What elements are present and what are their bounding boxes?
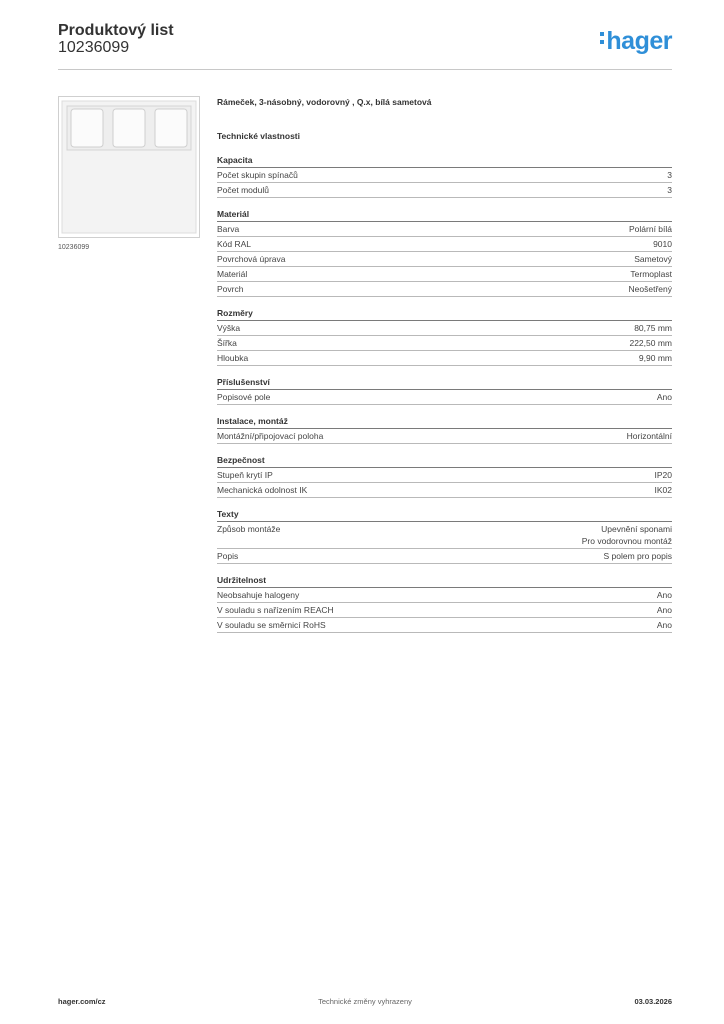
logo-colon-icon — [600, 28, 604, 48]
property-value-line: Ano — [656, 605, 672, 615]
property-value — [627, 430, 672, 442]
property-row — [217, 351, 672, 366]
property-value-line: 9010 — [653, 239, 672, 249]
property-group — [217, 208, 672, 297]
property-label: Kód RAL — [217, 239, 252, 249]
property-value-line: 9,90 mm — [638, 353, 672, 363]
group-title: Rozměry — [217, 307, 672, 321]
property-label: Neobsahuje halogeny — [217, 590, 300, 600]
property-label: Hloubka — [217, 353, 249, 363]
product-number: 10236099 — [58, 39, 130, 56]
property-groups — [217, 154, 672, 633]
property-label: Povrch — [217, 284, 244, 294]
property-group — [217, 154, 672, 198]
property-value-line: Ano — [656, 590, 672, 600]
property-row — [217, 603, 672, 618]
footer-website-link[interactable]: hager.com/cz — [58, 997, 106, 1006]
property-label: Výška — [217, 323, 241, 333]
property-label: Barva — [217, 224, 240, 234]
property-value — [634, 322, 672, 334]
property-row — [217, 222, 672, 237]
property-value-line: Termoplast — [630, 269, 672, 279]
property-value-line: Upevnění sponami — [601, 524, 672, 534]
property-row — [217, 429, 672, 444]
property-group — [217, 307, 672, 366]
property-value — [657, 589, 672, 601]
header-divider — [58, 69, 672, 70]
property-value — [655, 469, 673, 481]
property-value — [653, 238, 672, 250]
property-value — [657, 391, 672, 403]
property-row — [217, 168, 672, 183]
product-image — [58, 96, 200, 238]
property-label: Popisové pole — [217, 392, 271, 402]
property-row — [217, 183, 672, 198]
property-label: Povrchová úprava — [217, 254, 286, 264]
property-label: Šířka — [217, 338, 237, 348]
property-label: Popis — [217, 551, 239, 561]
property-group — [217, 415, 672, 444]
property-value — [657, 604, 672, 616]
product-name: Rámeček, 3-násobný, vodorovný , Q.x, bílá sametová — [217, 97, 432, 107]
group-title: Bezpečnost — [217, 454, 672, 468]
property-value-line: 80,75 mm — [634, 323, 672, 333]
property-row — [217, 252, 672, 267]
footer-disclaimer: Technické změny vyhrazeny — [318, 997, 412, 1006]
property-row — [217, 549, 672, 564]
property-row — [217, 237, 672, 252]
group-title: Udržitelnost — [217, 574, 672, 588]
property-value-line: 3 — [667, 170, 672, 180]
property-value — [657, 619, 672, 631]
property-label: Montážní/připojovací poloha — [217, 431, 324, 441]
property-value-line: Ano — [656, 392, 672, 402]
property-value — [630, 268, 672, 280]
property-row — [217, 588, 672, 603]
property-row — [217, 390, 672, 405]
property-value — [629, 223, 672, 235]
property-value — [629, 337, 672, 349]
property-label: Stupeň krytí IP — [217, 470, 273, 480]
property-row — [217, 483, 672, 498]
property-value — [582, 523, 672, 547]
property-group — [217, 376, 672, 405]
group-title: Texty — [217, 508, 672, 522]
property-value-line: 222,50 mm — [629, 338, 672, 348]
hager-logo — [600, 28, 672, 54]
property-row — [217, 618, 672, 633]
property-label: Počet modulů — [217, 185, 269, 195]
property-value — [603, 550, 672, 562]
property-value — [639, 352, 672, 364]
property-row — [217, 321, 672, 336]
property-value-line: Pro vodorovnou montáž — [581, 536, 672, 546]
property-label: V souladu se směrnicí RoHS — [217, 620, 326, 630]
technical-properties-heading: Technické vlastnosti — [217, 131, 300, 141]
property-label: Materiál — [217, 269, 248, 279]
property-row — [217, 267, 672, 282]
property-value-line: Sametový — [634, 254, 672, 264]
property-label: V souladu s nařízením REACH — [217, 605, 334, 615]
property-value — [667, 184, 672, 196]
property-value-line: S polem pro popis — [603, 551, 672, 561]
property-label: Počet skupin spínačů — [217, 170, 298, 180]
property-group — [217, 508, 672, 564]
property-value — [634, 253, 672, 265]
property-group — [217, 454, 672, 498]
logo-text: hager — [606, 27, 672, 55]
property-value-line: IK02 — [654, 485, 672, 495]
document-header — [58, 22, 174, 57]
property-value-line: Horizontální — [626, 431, 672, 441]
property-label: Mechanická odolnost IK — [217, 485, 308, 495]
property-value-line: Neošetřený — [628, 284, 672, 294]
property-label: Způsob montáže — [217, 524, 281, 534]
property-value — [667, 169, 672, 181]
property-value-line: Polární bílá — [629, 224, 672, 234]
footer-date: 03.03.2026 — [634, 997, 672, 1006]
triple-frame-icon — [59, 97, 199, 237]
property-value-line: Ano — [656, 620, 672, 630]
group-title: Kapacita — [217, 154, 672, 168]
product-details — [217, 96, 672, 633]
image-caption: 10236099 — [58, 244, 90, 251]
property-row — [217, 522, 672, 549]
document-title: Produktový list — [58, 22, 174, 39]
property-row — [217, 282, 672, 297]
group-title: Instalace, montáž — [217, 415, 672, 429]
group-title: Příslušenství — [217, 376, 672, 390]
property-row — [217, 336, 672, 351]
group-title: Materiál — [217, 208, 672, 222]
property-row — [217, 468, 672, 483]
property-value — [629, 283, 672, 295]
property-value — [655, 484, 673, 496]
property-value-line: 3 — [667, 185, 672, 195]
property-value-line: IP20 — [654, 470, 672, 480]
property-group — [217, 574, 672, 633]
